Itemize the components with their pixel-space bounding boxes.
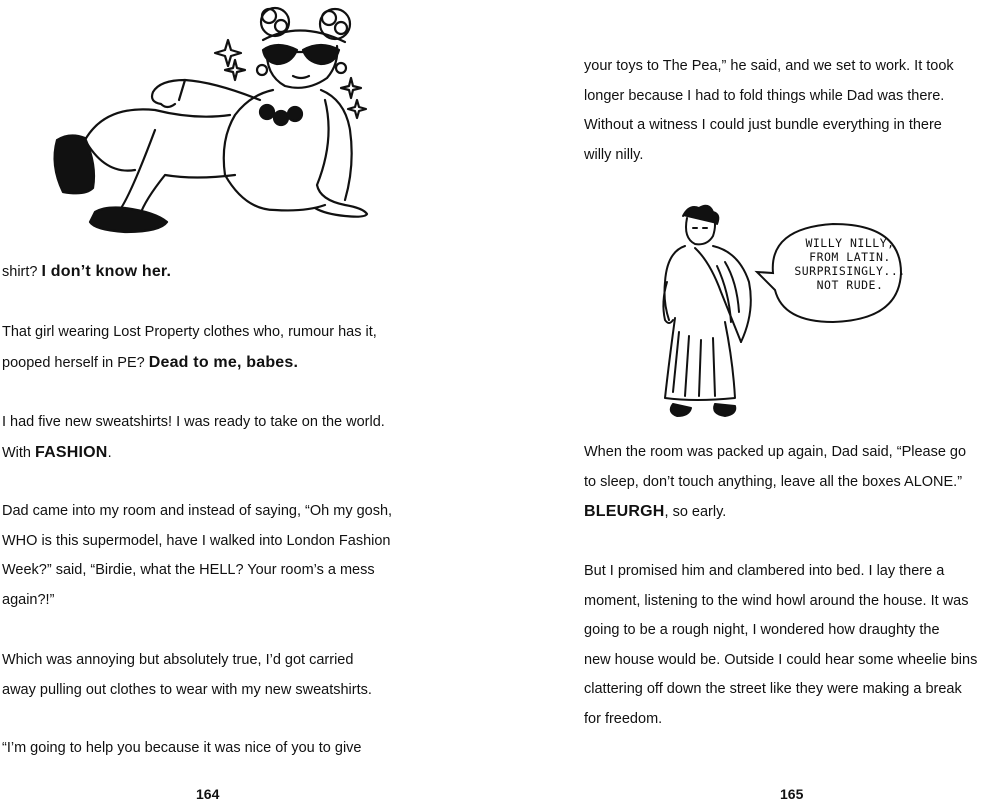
paragraph: That girl wearing Lost Property clothes who, rumour has it, pooped herself in PE? Dead to me, babes. [2,324,377,371]
paragraph: Which was annoying but absolutely true, I’d got carried away pulling out clothes to wear with my new sweatshirts. [2,652,372,698]
paragraph: I had five new sweatshirts! I was ready to take on the world. With FASHION. [2,414,385,461]
speech-line: WILLY NILLY, [805,236,895,250]
girl-illustration [45,0,375,240]
page-number: 164 [196,786,220,802]
paragraph: “I’m going to help you because it was nice of you to give [2,740,362,756]
roman-figure-illustration [655,202,755,427]
paragraph: shirt? I don’t know her. [2,263,172,280]
speech-line: FROM LATIN. [809,250,891,264]
speech-line: NOT RUDE. [816,278,884,292]
speech-bubble-text [790,236,910,292]
paragraph: When the room was packed up again, Dad said, “Please go to sleep, don’t touch anything, leave all the boxes ALONE.” BLEURGH, so early. [584,444,967,520]
paragraph: But I promised him and clambered into bed. I lay there a moment, listening to the wind howl around the house. It was going to be a rough night, I wondered how draughty the new house would be. Outside I could hear some wheelie bins clattering off down the street like they were making a break for freedom. [584,563,978,727]
speech-line: SURPRISINGLY... [794,264,906,278]
paragraph: your toys to The Pea,” he said, and we set to work. It took longer because I had to fold things while Dad was there. Without a witness I could just bundle everything in there willy nilly. [584,58,954,163]
page-number: 165 [780,786,804,802]
right-page [500,0,1000,806]
paragraph: Dad came into my room and instead of saying, “Oh my gosh, WHO is this supermodel, have I walked into London Fashion Week?” said, “Birdie, what the HELL? Your room’s a mess again?!” [2,503,393,608]
